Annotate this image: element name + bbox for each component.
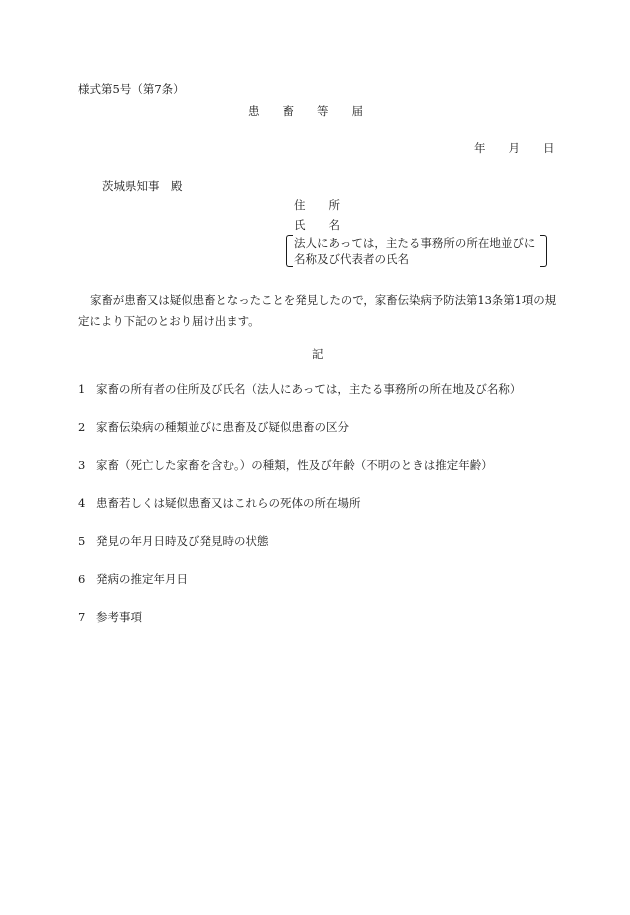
list-item	[78, 384, 521, 396]
item-number: 5	[78, 534, 86, 548]
item-text: 患畜若しくは疑似患畜又はこれらの死体の所在場所	[96, 496, 361, 510]
item-number: 7	[78, 610, 86, 624]
form-title: 患 畜 等 届	[248, 104, 363, 118]
item-number: 1	[78, 382, 86, 396]
addressee: 茨城県知事 殿	[102, 179, 183, 193]
form-number: 様式第5号（第7条）	[78, 82, 185, 96]
item-text: 発見の年月日時及び発見時の状態	[96, 534, 269, 548]
applicant-name-label: 氏 名	[294, 218, 340, 232]
date-line: 年 月 日	[474, 141, 555, 155]
item-text: 家畜伝染病の種類並びに患畜及び疑似患畜の区分	[96, 420, 349, 434]
right-bracket	[540, 235, 547, 267]
body-paragraph: 家畜が患畜又は疑似患畜となったことを発見したので，家畜伝染病予防法第13条第1項の規定により下記のとおり届け出ます。	[78, 293, 557, 328]
item-text: 発病の推定年月日	[96, 572, 188, 586]
item-text: 家畜（死亡した家畜を含む。）の種類，性及び年齢（不明のときは推定年齢）	[96, 458, 493, 472]
corporate-note-line2: 名称及び代表者の氏名	[294, 252, 409, 266]
list-item	[78, 422, 349, 434]
applicant-address-label: 住 所	[294, 198, 340, 212]
item-number: 4	[78, 496, 86, 510]
list-item	[78, 574, 188, 586]
item-number: 2	[78, 420, 86, 434]
item-number: 3	[78, 458, 86, 472]
item-number: 6	[78, 572, 86, 586]
corporate-note-line1: 法人にあっては，主たる事務所の所在地並びに	[294, 236, 536, 250]
list-item	[78, 498, 361, 510]
list-item	[78, 460, 493, 472]
left-bracket	[286, 235, 293, 267]
item-text: 家畜の所有者の住所及び氏名（法人にあっては，主たる事務所の所在地及び名称）	[96, 382, 522, 396]
record-heading: 記	[312, 347, 324, 361]
item-text: 参考事項	[96, 610, 142, 624]
list-item	[78, 536, 269, 548]
list-item	[78, 612, 142, 624]
